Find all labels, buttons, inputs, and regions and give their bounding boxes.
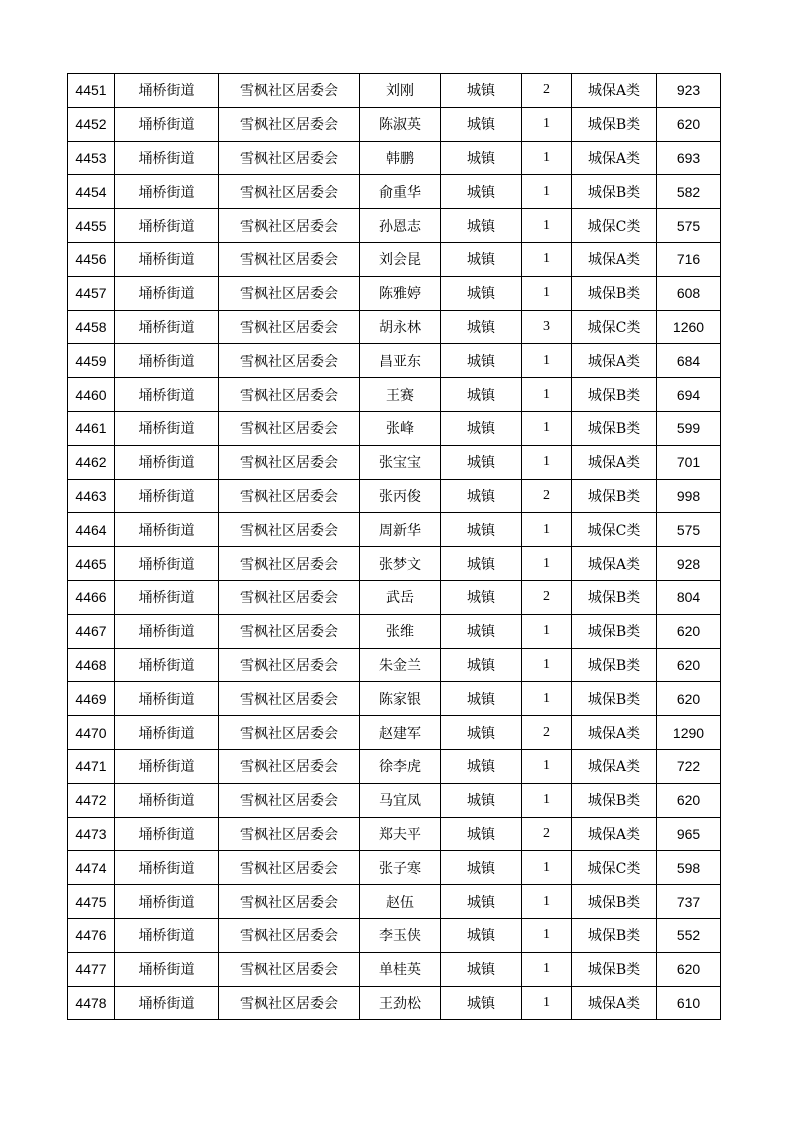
category-cell: 城保A类 [572,242,657,276]
area-type-cell: 城镇 [441,242,522,276]
area-type-cell: 城镇 [441,783,522,817]
category-cell: 城保B类 [572,783,657,817]
amount-cell: 620 [657,682,721,716]
row-id-cell: 4459 [68,344,115,378]
community-cell: 雪枫社区居委会 [219,580,360,614]
category-cell: 城保B类 [572,648,657,682]
table-row [68,648,721,682]
area-type-cell: 城镇 [441,885,522,919]
amount-cell: 552 [657,918,721,952]
area-type-cell: 城镇 [441,716,522,750]
community-cell: 雪枫社区居委会 [219,749,360,783]
community-cell: 雪枫社区居委会 [219,378,360,412]
category-cell: 城保A类 [572,749,657,783]
community-cell: 雪枫社区居委会 [219,952,360,986]
street-cell: 埇桥街道 [115,175,219,209]
category-cell: 城保B类 [572,918,657,952]
community-cell: 雪枫社区居委会 [219,783,360,817]
area-type-cell: 城镇 [441,445,522,479]
table-row [68,276,721,310]
name-cell: 张维 [360,614,441,648]
category-cell: 城保C类 [572,851,657,885]
table-row [68,378,721,412]
amount-cell: 610 [657,986,721,1020]
community-cell: 雪枫社区居委会 [219,851,360,885]
street-cell: 埇桥街道 [115,378,219,412]
community-cell: 雪枫社区居委会 [219,817,360,851]
row-id-cell: 4460 [68,378,115,412]
row-id-cell: 4451 [68,74,115,108]
area-type-cell: 城镇 [441,614,522,648]
community-cell: 雪枫社区居委会 [219,310,360,344]
row-id-cell: 4462 [68,445,115,479]
table-row [68,344,721,378]
household-count-cell: 1 [522,749,572,783]
community-cell: 雪枫社区居委会 [219,445,360,479]
area-type-cell: 城镇 [441,276,522,310]
category-cell: 城保B类 [572,378,657,412]
table-row [68,682,721,716]
row-id-cell: 4463 [68,479,115,513]
amount-cell: 620 [657,648,721,682]
household-count-cell: 1 [522,378,572,412]
household-count-cell: 1 [522,952,572,986]
amount-cell: 701 [657,445,721,479]
community-cell: 雪枫社区居委会 [219,411,360,445]
household-count-cell: 1 [522,276,572,310]
category-cell: 城保B类 [572,952,657,986]
street-cell: 埇桥街道 [115,682,219,716]
table-row [68,749,721,783]
category-cell: 城保A类 [572,344,657,378]
name-cell: 张宝宝 [360,445,441,479]
name-cell: 郑夫平 [360,817,441,851]
category-cell: 城保A类 [572,716,657,750]
household-count-cell: 1 [522,344,572,378]
street-cell: 埇桥街道 [115,344,219,378]
street-cell: 埇桥街道 [115,209,219,243]
street-cell: 埇桥街道 [115,986,219,1020]
community-cell: 雪枫社区居委会 [219,276,360,310]
street-cell: 埇桥街道 [115,479,219,513]
category-cell: 城保A类 [572,141,657,175]
area-type-cell: 城镇 [441,749,522,783]
table-row [68,580,721,614]
table-row [68,175,721,209]
row-id-cell: 4474 [68,851,115,885]
category-cell: 城保B类 [572,885,657,919]
community-cell: 雪枫社区居委会 [219,479,360,513]
household-count-cell: 2 [522,716,572,750]
row-id-cell: 4478 [68,986,115,1020]
name-cell: 张子寒 [360,851,441,885]
table-row [68,445,721,479]
table-row [68,141,721,175]
amount-cell: 620 [657,107,721,141]
amount-cell: 608 [657,276,721,310]
household-count-cell: 1 [522,885,572,919]
street-cell: 埇桥街道 [115,107,219,141]
area-type-cell: 城镇 [441,952,522,986]
row-id-cell: 4452 [68,107,115,141]
community-cell: 雪枫社区居委会 [219,547,360,581]
amount-cell: 620 [657,783,721,817]
table-row [68,851,721,885]
amount-cell: 737 [657,885,721,919]
area-type-cell: 城镇 [441,851,522,885]
table-row [68,513,721,547]
street-cell: 埇桥街道 [115,310,219,344]
street-cell: 埇桥街道 [115,513,219,547]
name-cell: 张梦文 [360,547,441,581]
community-cell: 雪枫社区居委会 [219,74,360,108]
amount-cell: 598 [657,851,721,885]
name-cell: 刘会昆 [360,242,441,276]
row-id-cell: 4467 [68,614,115,648]
amount-cell: 694 [657,378,721,412]
table-row [68,479,721,513]
name-cell: 朱金兰 [360,648,441,682]
household-count-cell: 1 [522,682,572,716]
name-cell: 赵建军 [360,716,441,750]
street-cell: 埇桥街道 [115,141,219,175]
street-cell: 埇桥街道 [115,74,219,108]
name-cell: 孙恩志 [360,209,441,243]
street-cell: 埇桥街道 [115,580,219,614]
category-cell: 城保C类 [572,209,657,243]
household-count-cell: 1 [522,175,572,209]
category-cell: 城保B类 [572,411,657,445]
community-cell: 雪枫社区居委会 [219,614,360,648]
household-count-cell: 1 [522,107,572,141]
row-id-cell: 4458 [68,310,115,344]
table-row [68,918,721,952]
household-count-cell: 1 [522,141,572,175]
street-cell: 埇桥街道 [115,242,219,276]
community-cell: 雪枫社区居委会 [219,885,360,919]
name-cell: 陈雅婷 [360,276,441,310]
community-cell: 雪枫社区居委会 [219,513,360,547]
community-cell: 雪枫社区居委会 [219,986,360,1020]
table-row [68,952,721,986]
name-cell: 李玉侠 [360,918,441,952]
amount-cell: 928 [657,547,721,581]
amount-cell: 575 [657,513,721,547]
row-id-cell: 4454 [68,175,115,209]
amount-cell: 582 [657,175,721,209]
household-count-cell: 1 [522,986,572,1020]
community-cell: 雪枫社区居委会 [219,716,360,750]
area-type-cell: 城镇 [441,175,522,209]
name-cell: 王劲松 [360,986,441,1020]
name-cell: 王赛 [360,378,441,412]
name-cell: 武岳 [360,580,441,614]
row-id-cell: 4464 [68,513,115,547]
row-id-cell: 4475 [68,885,115,919]
category-cell: 城保B类 [572,580,657,614]
street-cell: 埇桥街道 [115,749,219,783]
category-cell: 城保B类 [572,276,657,310]
amount-cell: 923 [657,74,721,108]
amount-cell: 965 [657,817,721,851]
street-cell: 埇桥街道 [115,783,219,817]
table-row [68,885,721,919]
street-cell: 埇桥街道 [115,276,219,310]
row-id-cell: 4468 [68,648,115,682]
household-count-cell: 1 [522,783,572,817]
area-type-cell: 城镇 [441,817,522,851]
name-cell: 韩鹏 [360,141,441,175]
row-id-cell: 4456 [68,242,115,276]
table-row [68,817,721,851]
name-cell: 赵伍 [360,885,441,919]
street-cell: 埇桥街道 [115,411,219,445]
row-id-cell: 4470 [68,716,115,750]
area-type-cell: 城镇 [441,986,522,1020]
street-cell: 埇桥街道 [115,885,219,919]
community-cell: 雪枫社区居委会 [219,141,360,175]
amount-cell: 620 [657,952,721,986]
street-cell: 埇桥街道 [115,851,219,885]
community-cell: 雪枫社区居委会 [219,107,360,141]
area-type-cell: 城镇 [441,74,522,108]
row-id-cell: 4465 [68,547,115,581]
community-cell: 雪枫社区居委会 [219,682,360,716]
household-count-cell: 1 [522,242,572,276]
row-id-cell: 4461 [68,411,115,445]
table-row [68,783,721,817]
category-cell: 城保C类 [572,310,657,344]
household-count-cell: 1 [522,918,572,952]
amount-cell: 716 [657,242,721,276]
area-type-cell: 城镇 [441,682,522,716]
street-cell: 埇桥街道 [115,716,219,750]
table-row [68,986,721,1020]
amount-cell: 620 [657,614,721,648]
area-type-cell: 城镇 [441,479,522,513]
row-id-cell: 4469 [68,682,115,716]
name-cell: 徐李虎 [360,749,441,783]
amount-cell: 1290 [657,716,721,750]
household-count-cell: 1 [522,648,572,682]
category-cell: 城保B类 [572,175,657,209]
beneficiary-table [67,73,721,1020]
household-count-cell: 1 [522,209,572,243]
area-type-cell: 城镇 [441,580,522,614]
household-count-cell: 3 [522,310,572,344]
household-count-cell: 1 [522,411,572,445]
name-cell: 昌亚东 [360,344,441,378]
amount-cell: 722 [657,749,721,783]
area-type-cell: 城镇 [441,547,522,581]
area-type-cell: 城镇 [441,209,522,243]
area-type-cell: 城镇 [441,107,522,141]
name-cell: 俞重华 [360,175,441,209]
row-id-cell: 4471 [68,749,115,783]
row-id-cell: 4477 [68,952,115,986]
community-cell: 雪枫社区居委会 [219,344,360,378]
amount-cell: 575 [657,209,721,243]
table-row [68,716,721,750]
category-cell: 城保A类 [572,986,657,1020]
area-type-cell: 城镇 [441,513,522,547]
area-type-cell: 城镇 [441,344,522,378]
table-row [68,74,721,108]
row-id-cell: 4466 [68,580,115,614]
household-count-cell: 2 [522,817,572,851]
row-id-cell: 4455 [68,209,115,243]
category-cell: 城保B类 [572,479,657,513]
name-cell: 周新华 [360,513,441,547]
household-count-cell: 1 [522,513,572,547]
category-cell: 城保C类 [572,513,657,547]
street-cell: 埇桥街道 [115,918,219,952]
area-type-cell: 城镇 [441,310,522,344]
table-row [68,209,721,243]
community-cell: 雪枫社区居委会 [219,242,360,276]
amount-cell: 804 [657,580,721,614]
category-cell: 城保B类 [572,107,657,141]
category-cell: 城保A类 [572,445,657,479]
table-row [68,310,721,344]
household-count-cell: 1 [522,851,572,885]
household-count-cell: 2 [522,74,572,108]
category-cell: 城保B类 [572,614,657,648]
name-cell: 张峰 [360,411,441,445]
row-id-cell: 4453 [68,141,115,175]
category-cell: 城保A类 [572,817,657,851]
area-type-cell: 城镇 [441,648,522,682]
name-cell: 陈淑英 [360,107,441,141]
amount-cell: 693 [657,141,721,175]
community-cell: 雪枫社区居委会 [219,648,360,682]
table-row [68,242,721,276]
household-count-cell: 2 [522,580,572,614]
household-count-cell: 1 [522,547,572,581]
row-id-cell: 4472 [68,783,115,817]
street-cell: 埇桥街道 [115,817,219,851]
household-count-cell: 1 [522,614,572,648]
street-cell: 埇桥街道 [115,952,219,986]
name-cell: 单桂英 [360,952,441,986]
row-id-cell: 4476 [68,918,115,952]
name-cell: 张丙俊 [360,479,441,513]
street-cell: 埇桥街道 [115,648,219,682]
category-cell: 城保B类 [572,682,657,716]
area-type-cell: 城镇 [441,918,522,952]
name-cell: 陈家银 [360,682,441,716]
area-type-cell: 城镇 [441,411,522,445]
name-cell: 马宜凤 [360,783,441,817]
name-cell: 刘刚 [360,74,441,108]
table-body [68,74,721,1020]
table-row [68,547,721,581]
area-type-cell: 城镇 [441,378,522,412]
name-cell: 胡永林 [360,310,441,344]
table-row [68,107,721,141]
area-type-cell: 城镇 [441,141,522,175]
table-row [68,614,721,648]
amount-cell: 684 [657,344,721,378]
category-cell: 城保A类 [572,74,657,108]
amount-cell: 599 [657,411,721,445]
category-cell: 城保A类 [572,547,657,581]
row-id-cell: 4473 [68,817,115,851]
street-cell: 埇桥街道 [115,614,219,648]
household-count-cell: 1 [522,445,572,479]
table-row [68,411,721,445]
street-cell: 埇桥街道 [115,445,219,479]
row-id-cell: 4457 [68,276,115,310]
street-cell: 埇桥街道 [115,547,219,581]
household-count-cell: 2 [522,479,572,513]
community-cell: 雪枫社区居委会 [219,209,360,243]
community-cell: 雪枫社区居委会 [219,918,360,952]
community-cell: 雪枫社区居委会 [219,175,360,209]
amount-cell: 1260 [657,310,721,344]
amount-cell: 998 [657,479,721,513]
